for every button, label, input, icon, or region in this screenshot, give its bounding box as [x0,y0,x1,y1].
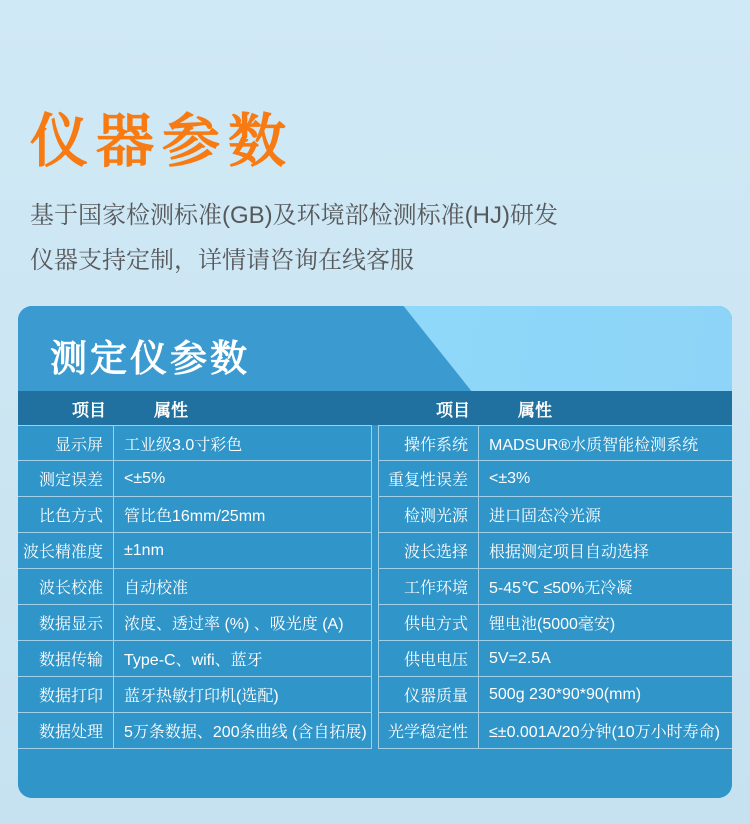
table-row [379,605,732,641]
row-label: 数据处理 [18,713,114,748]
row-value: 蓝牙热敏打印机(选配) [124,688,279,705]
table-row [379,533,732,569]
spec-card-title: 测定仪参数 [50,338,250,379]
table-header-band [18,391,732,425]
row-label: 数据传输 [18,641,114,676]
row-label: 波长校准 [18,569,114,604]
row-label: 操作系统 [379,426,479,460]
column-header-item: 项目 [72,400,106,420]
row-label: 比色方式 [18,497,114,532]
spec-card [18,306,732,798]
intro-section [30,106,558,283]
table-row [379,677,732,713]
table-header-right-group [378,391,732,425]
row-label: 重复性误差 [379,461,479,496]
row-label: 数据显示 [18,605,114,640]
table-row [379,497,732,533]
row-value: 锂电池(5000毫安) [489,616,616,633]
table-header-left-group [18,391,372,425]
row-value: 5-45℃ ≤50%无冷凝 [489,580,633,597]
row-label: 显示屏 [18,426,114,460]
row-label: 仪器质量 [379,677,479,712]
row-value: 浓度、透过率 (%) 、吸光度 (A) [124,616,344,633]
table-row [379,713,732,749]
column-header-item: 项目 [436,400,470,420]
intro-line-standards: 基于国家检测标准(GB)及环境部检测标准(HJ)研发 [30,201,558,229]
spec-table [18,425,732,749]
row-value: 500g 230*90*90(mm) [489,685,642,703]
spec-table-left-group [18,425,372,749]
row-label: 波长选择 [379,533,479,568]
table-row [18,641,371,677]
row-value: <±5% [124,469,166,487]
card-footer-spacer [18,749,732,798]
table-row [18,605,371,641]
row-label: 检测光源 [379,497,479,532]
table-row [18,533,371,569]
row-label: 数据打印 [18,677,114,712]
page-title: 仪器参数 [30,109,295,174]
row-value: MADSUR®水质智能检测系统 [489,436,699,454]
row-label: 供电方式 [379,605,479,640]
table-row [379,425,732,461]
row-label: 工作环境 [379,569,479,604]
row-value: 根据测定项目自动选择 [489,544,650,561]
spec-table-right-group [378,425,732,749]
row-value: 5V=2.5A [489,649,551,667]
table-row [18,461,371,497]
row-value: 自动校准 [124,580,189,597]
intro-line-customization: 仪器支持定制，详情请咨询在线客服 [30,246,414,274]
row-label: 波长精准度 [18,533,114,568]
table-row [18,713,371,749]
table-row [18,677,371,713]
table-row [18,569,371,605]
table-row [18,425,371,461]
table-row [379,569,732,605]
row-value: 进口固态冷光源 [489,508,602,525]
row-label: 测定误差 [18,461,114,496]
table-row [379,461,732,497]
row-value: ±1nm [124,541,164,559]
spec-card-header [18,306,732,391]
row-label: 光学稳定性 [379,713,479,748]
table-row [18,497,371,533]
column-header-attr: 属性 [154,400,188,420]
row-value: ≤±0.001A/20分钟(10万小时寿命) [489,724,720,741]
row-value: Type-C、wifi、蓝牙 [124,652,263,669]
row-value: 工业级3.0寸彩色 [124,436,243,454]
table-row [379,641,732,677]
row-label: 供电电压 [379,641,479,676]
row-value: <±3% [489,469,531,487]
row-value: 5万条数据、200条曲线 (含自拓展) [124,724,367,741]
column-header-attr: 属性 [518,400,552,420]
row-value: 管比色16mm/25mm [124,508,266,525]
